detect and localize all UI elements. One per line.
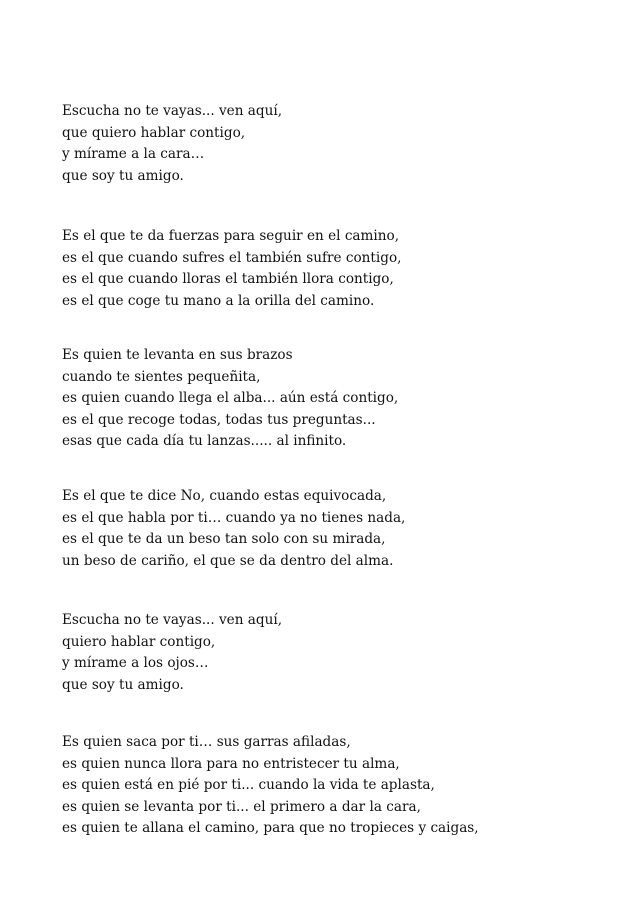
poem-line: es el que cuando sufres el también sufre contigo,	[62, 249, 402, 266]
poem-line: Es el que te dice No, cuando estas equivocada,	[62, 488, 387, 504]
poem-line: es quien te allana el camino, para que no tropieces y caigas,	[62, 820, 479, 837]
poem-line: cuando te sientes pequeñita,	[62, 368, 261, 385]
poem-line: es quien cuando llega el alba... aún está contigo,	[62, 390, 399, 407]
poem-line: Es quien te levanta en sus brazos	[62, 347, 293, 363]
poem-line: es el que recoge todas, todas tus preguntas...	[62, 411, 376, 428]
poem-line: es el que te da un beso tan solo con su mirada,	[62, 531, 386, 548]
stanza-2	[62, 226, 622, 312]
stanza-6	[62, 732, 622, 840]
poem-line: Es el que te da fuerzas para seguir en el camino,	[62, 228, 400, 244]
stanza-4	[62, 486, 622, 572]
poem-line: que soy tu amigo.	[62, 167, 184, 184]
poem-line: que quiero hablar contigo,	[62, 124, 246, 141]
poem-line: es quien nunca llora para no entristecer tu alma,	[62, 755, 400, 772]
poem-line: Escucha no te vayas... ven aquí,	[62, 103, 283, 119]
poem-line: es el que cuando lloras el también llora contigo,	[62, 271, 394, 288]
poem-line: es el que habla por ti… cuando ya no tienes nada,	[62, 509, 406, 526]
stanza-5	[62, 610, 622, 696]
poem-line: es quien está en pié por ti... cuando la vida te aplasta,	[62, 777, 435, 794]
stanza-1	[62, 101, 622, 187]
poem-line: Escucha no te vayas... ven aquí,	[62, 612, 283, 628]
stanza-3	[62, 345, 622, 453]
poem-line: y mírame a los ojos…	[62, 655, 209, 672]
poem-line: que soy tu amigo.	[62, 676, 184, 693]
poem-line: quiero hablar contigo,	[62, 633, 216, 650]
poem-line: y mírame a la cara…	[62, 146, 205, 163]
poem-line: es el que coge tu mano a la orilla del camino.	[62, 292, 375, 309]
poem-line: Es quien saca por ti… sus garras afiladas,	[62, 734, 351, 750]
poem-line: un beso de cariño, el que se da dentro del alma.	[62, 552, 394, 569]
poem-line: esas que cada día tu lanzas..... al infinito.	[62, 433, 347, 450]
poem-line: es quien se levanta por ti... el primero a dar la cara,	[62, 798, 421, 815]
